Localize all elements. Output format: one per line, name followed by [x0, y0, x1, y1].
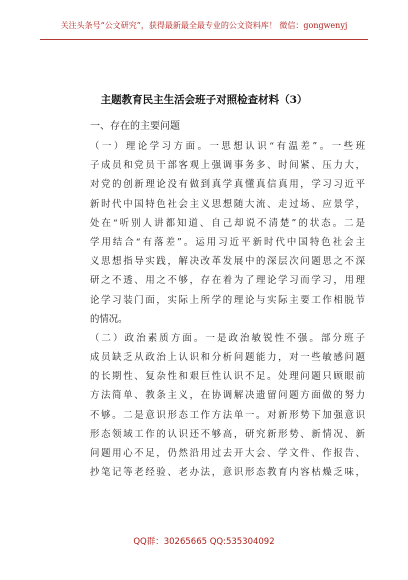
- document-body: [90, 117, 365, 482]
- text-line: 学用结合“有落差”。运用习近平新时代中国特色社会主: [90, 236, 365, 248]
- text-line: （二）政治素质方面。一是政治敏锐性不强。部分班子: [90, 332, 365, 344]
- header-divider: [40, 39, 368, 40]
- header-banner: 关注头条号“公文研究”，获得最新最全最专业的公文资料库！ 微信：gongwenyj: [60, 21, 348, 30]
- text-line: （一）理论学习方面。一思想认识“有温差”。一些班: [90, 141, 365, 152]
- footer-contact: QQ群：30265665 QQ:535304092: [133, 537, 275, 547]
- text-line: 的长期性、复杂性和艰巨性认识不足。处理问题只顾眼前: [90, 371, 365, 383]
- text-line: 论学习装门面，实际上所学的理论与实际主要工作相脱节: [90, 294, 365, 306]
- text-line: 的情况。: [90, 313, 128, 325]
- text-line: 子成员和党员干部客观上强调事务多、时间紧、压力大，: [90, 160, 365, 172]
- text-line: 处在“听别人讲都知道、自己却说不清楚”的状态。二是: [90, 217, 365, 229]
- paragraph-political-quality: [90, 329, 365, 483]
- document-title: 主题教育民主生活会班子对照检查材料（3）: [100, 94, 308, 106]
- text-line: 新时代中国特色社会主义思想随大流、走过场、应景学，: [90, 198, 365, 210]
- text-line: 成员缺乏从政治上认识和分析问题能力，对一些敏感问题: [90, 352, 365, 364]
- section-heading: 一、存在的主要问题: [90, 121, 180, 132]
- text-line: 研之不透、用之不够，存在着为了理论学习而学习，用理: [90, 275, 365, 287]
- text-line: 义思想指导实践，解决改革发展中的深层次问题思之不深: [90, 256, 365, 268]
- text-line: 方法简单、教条主义，在协调解决遗留问题方面做的努力: [90, 390, 365, 402]
- paragraph-theory-study: [90, 137, 365, 329]
- text-line: 形态领域工作的认识还不够高，研究新形势、新情况、新: [90, 428, 365, 440]
- text-line: 对党的创新理论没有做到真学真懂真信真用，学习习近平: [90, 179, 365, 191]
- text-line: 抄笔记等老经验、老办法，意识形态教育内容枯燥乏味，: [90, 467, 365, 479]
- text-line: 不够。二是意识形态工作方法单一。对新形势下加强意识: [90, 409, 365, 421]
- text-line: 问题用心不足，仍然沿用过去开大会、学文件、作报告、: [90, 448, 365, 459]
